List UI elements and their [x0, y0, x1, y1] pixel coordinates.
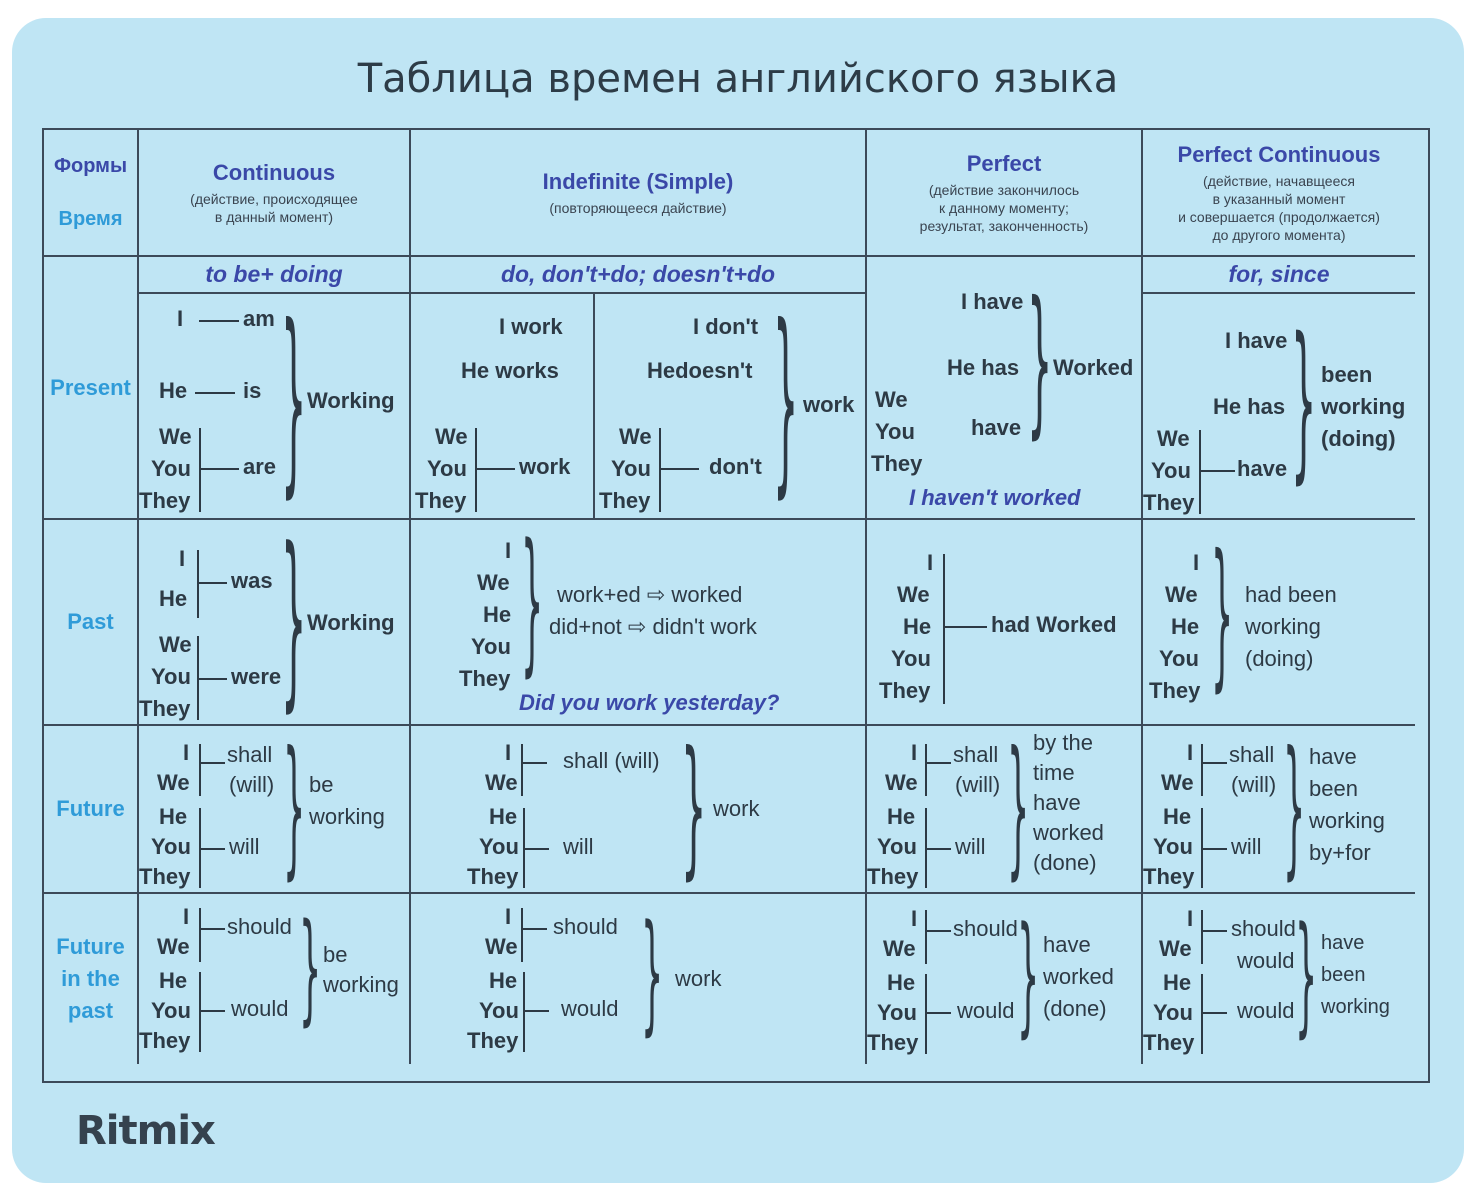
- pn-work: work: [803, 392, 855, 417]
- papc-we: We: [1165, 582, 1198, 607]
- header-perfect-name: Perfect: [966, 150, 1042, 176]
- connector-line: [1201, 848, 1227, 850]
- fpc-he: He: [1163, 804, 1192, 829]
- pn-he-doesnt: Hedoesn't: [647, 358, 753, 383]
- bracket-line: [925, 910, 927, 964]
- header-continuous-desc: (действие, происходящее: [190, 190, 358, 207]
- pas-they: They: [459, 666, 511, 691]
- cell-past-perfect: [867, 520, 1143, 726]
- fc-main: be: [309, 772, 334, 797]
- fpc-you: You: [1153, 834, 1193, 859]
- pc-he: He: [159, 378, 188, 403]
- present-is: is: [243, 378, 262, 403]
- cell-future-continuous: [139, 726, 411, 894]
- brace: }: [283, 726, 306, 894]
- bracket-line: [1201, 910, 1203, 964]
- fpp2-i: I: [911, 906, 918, 931]
- connector-line: [523, 848, 549, 850]
- connector-line: [925, 1012, 951, 1014]
- pp-we: We: [875, 387, 908, 412]
- fs-shall: shall (will): [563, 748, 660, 773]
- fp-main: have: [1033, 790, 1081, 815]
- ps-i-work: I work: [499, 314, 563, 339]
- fpc2-they: They: [139, 1028, 191, 1053]
- fppc2-would: would: [1237, 948, 1295, 973]
- pp-they: They: [871, 451, 923, 476]
- tenses-table: [42, 128, 1430, 1083]
- fs-i: I: [505, 740, 512, 765]
- pn-dont: don't: [709, 454, 762, 479]
- connector-line: [1201, 762, 1227, 764]
- row-label-future: [44, 726, 139, 894]
- ppc-he-has: He has: [1213, 394, 1286, 419]
- present-working: Working: [307, 388, 395, 413]
- mousepad: [12, 18, 1464, 1183]
- bracket-line: [199, 428, 201, 512]
- connector-line: [1201, 1012, 1227, 1014]
- header-pc-desc: и совершается (продолжается): [1178, 208, 1380, 225]
- fpp2-would: would: [957, 998, 1015, 1023]
- past-had-worked: had Worked: [991, 612, 1117, 637]
- pp-you: You: [875, 419, 915, 444]
- connector-line: [199, 928, 225, 930]
- papc-you: You: [1159, 646, 1199, 671]
- fpc2-we: We: [157, 934, 190, 959]
- fpp2-main: worked: [1043, 964, 1114, 989]
- fc-shall: shall: [227, 742, 273, 767]
- fppc2-they: They: [1143, 1030, 1195, 1055]
- fps2-we: We: [485, 934, 518, 959]
- fpc2-main: working: [323, 972, 399, 997]
- brace: }: [773, 294, 799, 516]
- fpc2-he: He: [159, 968, 188, 993]
- row-label-future-past-text: Future: [56, 934, 125, 959]
- header-pc-desc: до другого момента): [1212, 226, 1346, 243]
- fpc-will-paren: (will): [1231, 772, 1277, 797]
- pp-he-has: He has: [947, 355, 1020, 380]
- pp-have: have: [971, 415, 1022, 440]
- fp-main: by the: [1033, 730, 1093, 755]
- fpc-will: will: [1231, 834, 1262, 859]
- fpc-main: working: [1309, 808, 1385, 833]
- ps-we: We: [435, 424, 468, 449]
- fpc-main: have: [1309, 744, 1357, 769]
- cell-present-continuous: [139, 294, 411, 520]
- brace: }: [521, 520, 544, 692]
- ps-they: They: [415, 488, 467, 513]
- header-perfect: [867, 130, 1143, 257]
- past-working: Working: [307, 610, 395, 635]
- ps-work: work: [519, 454, 571, 479]
- pas-you: You: [471, 634, 511, 659]
- papc-main: (doing): [1245, 646, 1314, 671]
- pc-we: We: [159, 424, 192, 449]
- past-line1: work+ed ⇨ worked: [557, 582, 743, 607]
- past-were: were: [231, 664, 282, 689]
- pc-i: I: [177, 306, 184, 331]
- fs-he: He: [489, 804, 518, 829]
- fpp2-you: You: [877, 1000, 917, 1025]
- header-perfect-desc: (действие закончилось: [928, 181, 1080, 198]
- cell-futurepast-continuous: [139, 894, 411, 1064]
- row-label-present-text: Present: [50, 374, 131, 400]
- row-label-past: [44, 520, 139, 726]
- fps2-you: You: [479, 998, 519, 1023]
- bracket-line: [521, 744, 523, 796]
- header-pc-name: Perfect Continuous: [1177, 141, 1381, 167]
- bracket-line: [199, 908, 201, 962]
- ppc-they: They: [1143, 490, 1195, 515]
- fppc2-i: I: [1187, 906, 1194, 931]
- brace: }: [641, 896, 664, 1049]
- fpp2-should: should: [953, 916, 1018, 941]
- fps2-they: They: [467, 1028, 519, 1053]
- ppc-main: working: [1321, 394, 1406, 419]
- fc-i: I: [183, 740, 190, 765]
- fp-main: time: [1033, 760, 1075, 785]
- row-label-future-past: [44, 894, 139, 1064]
- present-am: am: [243, 306, 275, 331]
- pas-i: I: [505, 538, 512, 563]
- cell-futurepast-simple: [411, 894, 867, 1064]
- fppc2-should: should: [1231, 916, 1296, 941]
- pp-negative: I haven't worked: [909, 485, 1081, 510]
- formula-pc-text: for, since: [1228, 261, 1330, 287]
- fp-we: We: [885, 770, 918, 795]
- fpp2-main: (done): [1043, 996, 1107, 1021]
- fp-main: (done): [1033, 850, 1097, 875]
- header-continuous-name: Continuous: [212, 159, 336, 185]
- fp-main: worked: [1033, 820, 1104, 845]
- bracket-line: [199, 744, 201, 796]
- fpp2-main: have: [1043, 932, 1091, 957]
- fc-will-paren: (will): [229, 772, 275, 797]
- fppc2-main: have: [1321, 932, 1365, 954]
- cell-future-simple: [411, 726, 867, 894]
- past-line2: did+not ⇨ didn't work: [549, 614, 757, 639]
- formula-continuous: [139, 257, 411, 294]
- present-are: are: [243, 454, 277, 479]
- pap-we: We: [897, 582, 930, 607]
- fc-will: will: [229, 834, 260, 859]
- header-pc-desc: (действие, начавщееся: [1203, 172, 1355, 189]
- bracket-line: [943, 554, 945, 704]
- fpc2-main: be: [323, 942, 348, 967]
- brace: }: [1211, 520, 1234, 707]
- bracket-line: [1201, 744, 1203, 796]
- bracket-line: [659, 428, 661, 512]
- header-perfect-desc: результат, законченность): [919, 217, 1089, 234]
- formula-indefinite-text: do, don't+do; doesn't+do: [500, 261, 776, 287]
- cell-futurepast-perfect: [867, 894, 1143, 1064]
- connector-line: [199, 762, 225, 764]
- fppc2-he: He: [1163, 970, 1192, 995]
- fpc-we: We: [1161, 770, 1194, 795]
- pn-they: They: [599, 488, 651, 513]
- bracket-line: [523, 972, 525, 1052]
- pn-i-dont: I don't: [693, 314, 759, 339]
- connector-line: [925, 848, 951, 850]
- ppc-have: have: [1237, 456, 1288, 481]
- pas-he: He: [483, 602, 512, 627]
- fc-you: You: [151, 834, 191, 859]
- pap-they: They: [879, 678, 931, 703]
- cell-past-pc: [1143, 520, 1415, 726]
- fp-shall: shall: [953, 742, 999, 767]
- header-indefinite-desc: (повторяющееся дайствие): [549, 199, 727, 216]
- fpp2-we: We: [883, 936, 916, 961]
- bracket-line: [1199, 430, 1201, 514]
- fppc2-main: working: [1321, 996, 1390, 1018]
- connector-line: [197, 582, 227, 584]
- ppc-you: You: [1151, 458, 1191, 483]
- fppc2-main: been: [1321, 964, 1366, 986]
- cell-present-perfect: [867, 257, 1143, 520]
- fpc2-you: You: [151, 998, 191, 1023]
- connector-line: [523, 1010, 549, 1012]
- header-forms: Формы: [53, 154, 128, 177]
- brace: }: [299, 897, 322, 1038]
- connector-line: [195, 392, 235, 394]
- fp-will: will: [955, 834, 986, 859]
- connector-line: [925, 762, 951, 764]
- cell-future-perfect: [867, 726, 1143, 894]
- fpp2-he: He: [887, 970, 916, 995]
- bracket-line: [521, 908, 523, 962]
- bracket-line: [925, 744, 927, 796]
- fc-he: He: [159, 804, 188, 829]
- fs-we: We: [485, 770, 518, 795]
- ppc-i-have: I have: [1225, 328, 1288, 353]
- header-pc-desc: в указанный момент: [1212, 190, 1346, 207]
- brace: }: [681, 726, 707, 894]
- header-perfect-desc: к данному моменту;: [939, 199, 1069, 216]
- fs-main: work: [713, 796, 760, 821]
- pc-you: You: [151, 456, 191, 481]
- fs-will: will: [563, 834, 594, 859]
- brace: }: [1007, 726, 1030, 894]
- brace: }: [1017, 898, 1040, 1051]
- past-question: Did you work yesterday?: [519, 690, 780, 715]
- fppc2-you: You: [1153, 1000, 1193, 1025]
- brace: }: [1283, 726, 1306, 894]
- pc-they: They: [139, 488, 191, 513]
- ps-you: You: [427, 456, 467, 481]
- connector-line: [199, 320, 239, 322]
- fps2-he: He: [489, 968, 518, 993]
- papc-main: had been: [1245, 582, 1337, 607]
- header-continuous-desc: в данный момент): [214, 208, 334, 225]
- cell-present-pc: [1143, 294, 1415, 520]
- cell-past-continuous: [139, 520, 411, 726]
- formula-continuous-text: to be+ doing: [205, 261, 343, 287]
- pn-we: We: [619, 424, 652, 449]
- fpc-they: They: [1143, 864, 1195, 889]
- cell-present-simple: [411, 294, 867, 520]
- brand-logo: Ritmix: [76, 1108, 215, 1154]
- connector-line: [199, 848, 225, 850]
- header-continuous: [139, 130, 411, 257]
- pas-we: We: [477, 570, 510, 595]
- pap-you: You: [891, 646, 931, 671]
- connector-line: [199, 468, 239, 470]
- sub-divider: [593, 294, 595, 518]
- fpc2-i: I: [183, 904, 190, 929]
- papc-i: I: [1193, 550, 1200, 575]
- bracket-line: [475, 428, 477, 512]
- row-label-present: [44, 257, 139, 520]
- cell-future-pc: [1143, 726, 1415, 894]
- brace: }: [1027, 266, 1053, 454]
- connector-line: [925, 930, 951, 932]
- papc-he: He: [1171, 614, 1200, 639]
- fps2-would: would: [561, 996, 619, 1021]
- ppc-main: been: [1321, 362, 1373, 387]
- fp-i: I: [911, 740, 918, 765]
- fc-they: They: [139, 864, 191, 889]
- pp-worked: Worked: [1053, 355, 1134, 380]
- fppc2-we: We: [1159, 936, 1192, 961]
- bracket-line: [1201, 974, 1203, 1054]
- brace: }: [1291, 300, 1317, 500]
- fp-they: They: [867, 864, 919, 889]
- fppc2-would2: would: [1237, 998, 1295, 1023]
- connector-line: [521, 928, 547, 930]
- formula-indefinite: [411, 257, 867, 294]
- pac-they: They: [139, 696, 191, 721]
- header-time: Время: [58, 207, 123, 230]
- fs-you: You: [479, 834, 519, 859]
- fps2-should: should: [553, 914, 618, 939]
- papc-main: working: [1245, 614, 1321, 639]
- row-label-future-text: Future: [56, 796, 125, 821]
- bracket-line: [925, 974, 927, 1054]
- header-indefinite: [411, 130, 867, 257]
- fpc-shall: shall: [1229, 742, 1275, 767]
- brace: }: [1295, 898, 1318, 1051]
- bracket-line: [197, 550, 199, 618]
- fpc-main: been: [1309, 776, 1358, 801]
- fps2-i: I: [505, 904, 512, 929]
- connector-line: [659, 468, 699, 470]
- fc-main: working: [309, 804, 385, 829]
- brace: }: [281, 294, 307, 516]
- header-indefinite-name: Indefinite (Simple): [542, 168, 734, 194]
- pac-we: We: [159, 632, 192, 657]
- ppc-we: We: [1157, 426, 1190, 451]
- row-label-future-past-text: past: [67, 998, 114, 1023]
- connector-line: [197, 678, 227, 680]
- fc-we: We: [157, 770, 190, 795]
- papc-they: They: [1149, 678, 1201, 703]
- connector-line: [475, 468, 515, 470]
- fpc-main: by+for: [1309, 840, 1371, 865]
- connector-line: [199, 1010, 225, 1012]
- pn-you: You: [611, 456, 651, 481]
- connector-line: [521, 762, 547, 764]
- pap-i: I: [927, 550, 934, 575]
- connector-line: [1199, 470, 1235, 472]
- pp-i-have: I have: [961, 289, 1024, 314]
- cell-past-simple: [411, 520, 867, 726]
- fpp2-they: They: [867, 1030, 919, 1055]
- row-label-past-text: Past: [67, 609, 114, 634]
- pap-he: He: [903, 614, 932, 639]
- bracket-line: [199, 972, 201, 1052]
- pac-you: You: [151, 664, 191, 689]
- fp-he: He: [887, 804, 916, 829]
- row-label-future-past-text: in the: [61, 966, 120, 991]
- fps2-main: work: [675, 966, 722, 991]
- fpc2-would: would: [231, 996, 289, 1021]
- connector-line: [1201, 930, 1227, 932]
- fs-they: They: [467, 864, 519, 889]
- header-perfect-continuous: [1143, 130, 1415, 257]
- brace: }: [281, 520, 307, 726]
- fp-will-paren: (will): [955, 772, 1001, 797]
- past-was: was: [231, 568, 273, 593]
- fpc2-should: should: [227, 914, 292, 939]
- pac-he: He: [159, 586, 188, 611]
- header-forms-time: [44, 130, 139, 257]
- pac-i: I: [179, 546, 186, 571]
- connector-line: [943, 626, 987, 628]
- ps-he-works: He works: [461, 358, 559, 383]
- cell-futurepast-pc: [1143, 894, 1415, 1064]
- formula-pc: [1143, 257, 1415, 294]
- ppc-main: (doing): [1321, 426, 1396, 451]
- fpc-i: I: [1187, 740, 1194, 765]
- page-title: Таблица времен английского языка: [357, 56, 1119, 102]
- fp-you: You: [877, 834, 917, 859]
